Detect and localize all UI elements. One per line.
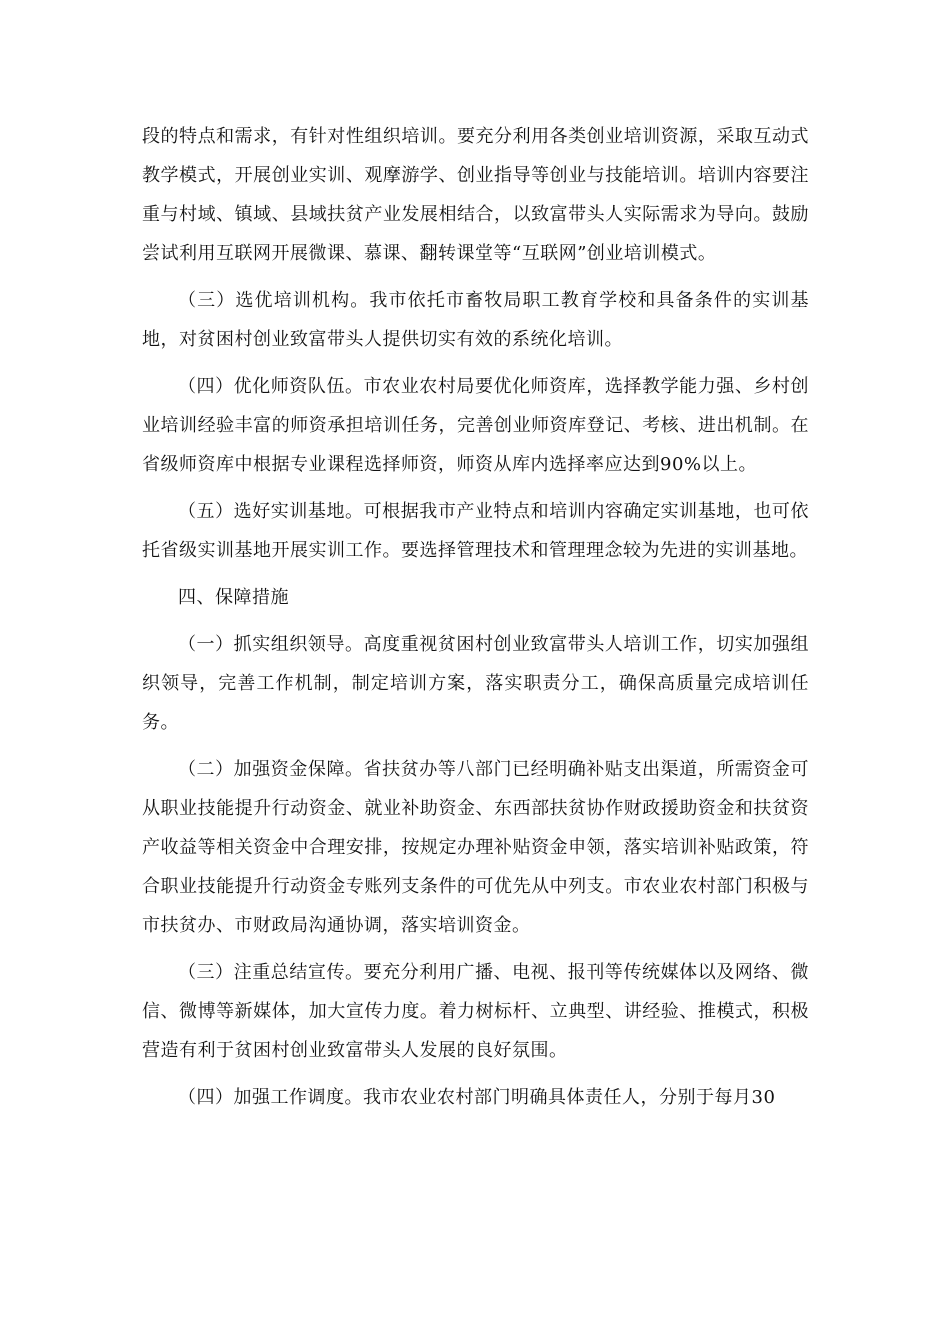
paragraph-publicity: （三）注重总结宣传。要充分利用广播、电视、报刊等传统媒体以及网络、微信、微博等新媒体，加大宣传力度。着力树标杆、立典型、讲经验、推模式，积极营造有利于贫困村创业致富带头人发展的良好氛围。 [142, 962, 809, 1061]
paragraph-teaching-staff: （四）优化师资队伍。市农业农村局要优化师资库，选择教学能力强、乡村创业培训经验丰富的师资承担培训任务，完善创业师资库登记、考核、进出机制。在省级师资库中根据专业课程选择师资，师资从库内选择率应达到90%以上。 [142, 376, 809, 475]
paragraph-continuation: 段的特点和需求，有针对性组织培训。要充分利用各类创业培训资源，采取互动式教学模式，开展创业实训、观摩游学、创业指导等创业与技能培训。培训内容要注重与村域、镇域、县域扶贫产业发展相结合，以致富带头人实际需求为导向。鼓励尝试利用互联网开展微课、慕课、翻转课堂等“互联网”创业培训模式。 [142, 126, 809, 264]
document-page [142, 117, 809, 1125]
paragraph-work-scheduling: （四）加强工作调度。我市农业农村部门明确具体责任人，分别于每月30 [178, 1087, 776, 1108]
paragraph-training-bases: （五）选好实训基地。可根据我市产业特点和培训内容确定实训基地，也可依托省级实训基地开展实训工作。要选择管理技术和管理理念较为先进的实训基地。 [142, 501, 809, 561]
paragraph-organization-leadership: （一）抓实组织领导。高度重视贫困村创业致富带头人培训工作，切实加强组织领导，完善工作机制，制定培训方案，落实职责分工，确保高质量完成培训任务。 [142, 634, 809, 733]
paragraph-training-institutions: （三）选优培训机构。我市依托市畜牧局职工教育学校和具备条件的实训基地，对贫困村创业致富带头人提供切实有效的系统化培训。 [142, 290, 809, 350]
paragraph-funding-guarantee: （二）加强资金保障。省扶贫办等八部门已经明确补贴支出渠道，所需资金可从职业技能提升行动资金、就业补助资金、东西部扶贫协作财政援助资金和扶贫资产收益等相关资金中合理安排，按规定办理补贴资金申领，落实培训补贴政策，符合职业技能提升行动资金专账列支条件的可优先从中列支。市农业农村部门积极与市扶贫办、市财政局沟通协调，落实培训资金。 [142, 759, 809, 936]
section-heading-safeguards: 四、保障措施 [178, 587, 289, 608]
